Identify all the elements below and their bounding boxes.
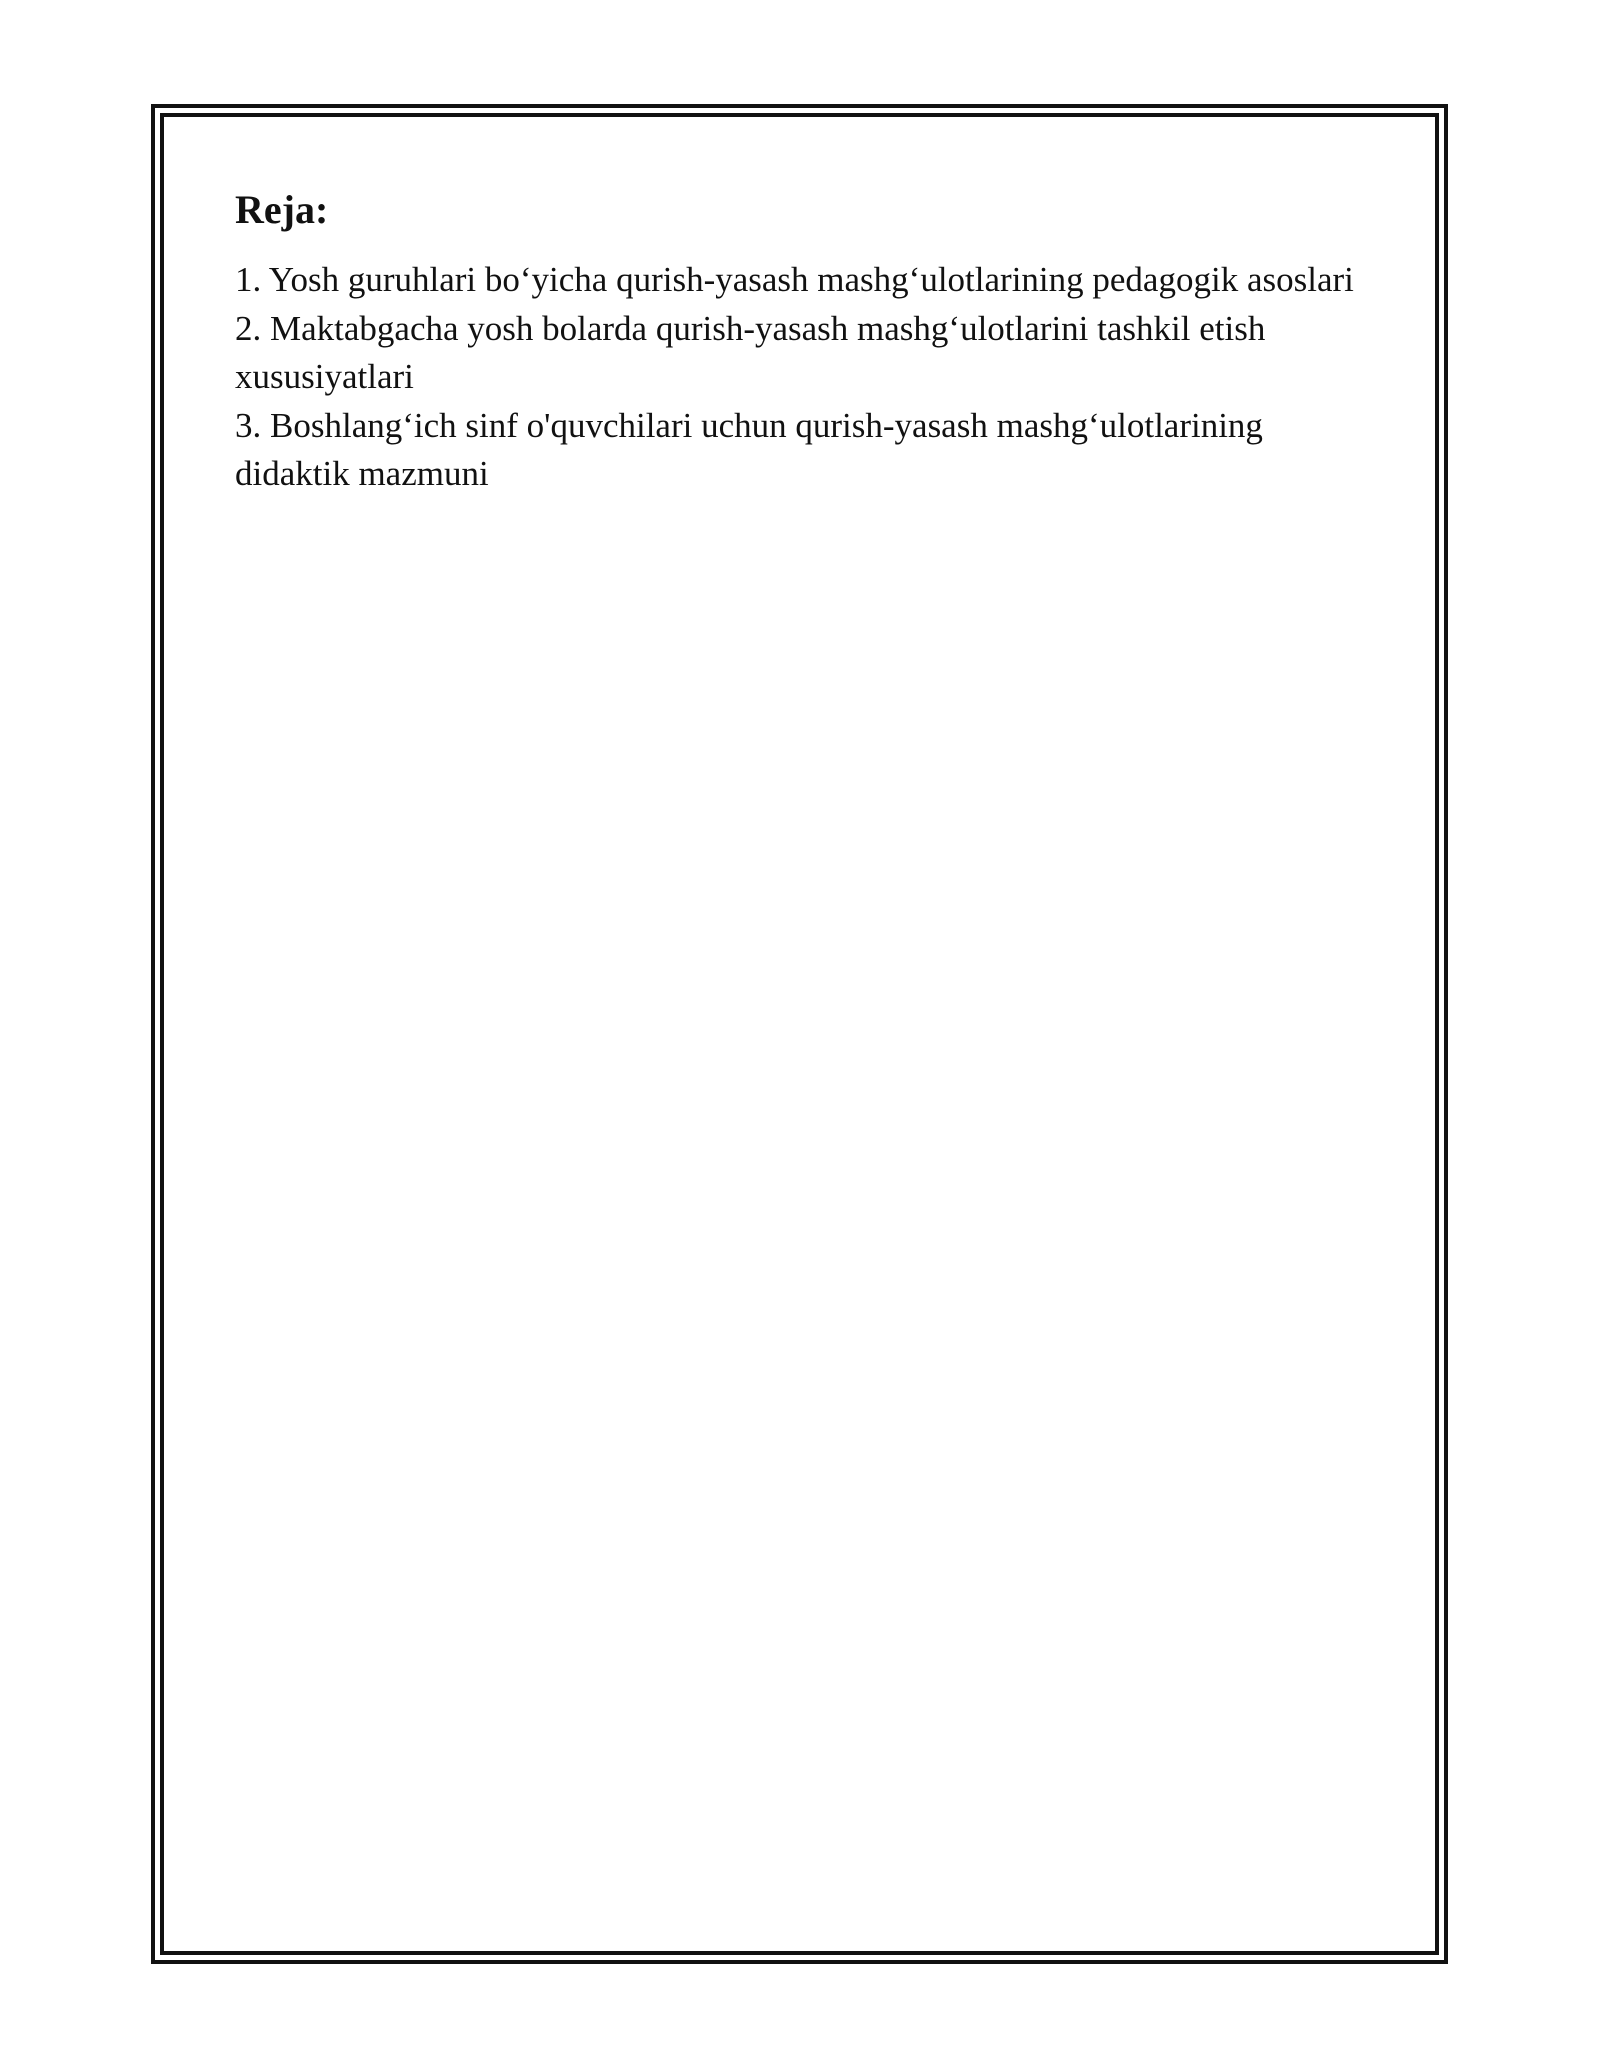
plan-list	[235, 256, 1385, 499]
plan-heading: Reja:	[235, 187, 329, 232]
document-content	[235, 184, 1385, 499]
plan-item-2: 2. Maktabgacha yosh bolarda qurish-yasash mashg‘ulotlarini tashkil etish xususiyatlari	[235, 308, 1266, 396]
plan-item-3: 3. Boshlang‘ich sinf o'quvchilari uchun qurish-yasash mashg‘ulotlarining didaktik mazmuni	[235, 405, 1263, 493]
plan-item-1: 1. Yosh guruhlari bo‘yicha qurish-yasash mashg‘ulotlarining pedagogik asoslari	[235, 260, 1354, 299]
